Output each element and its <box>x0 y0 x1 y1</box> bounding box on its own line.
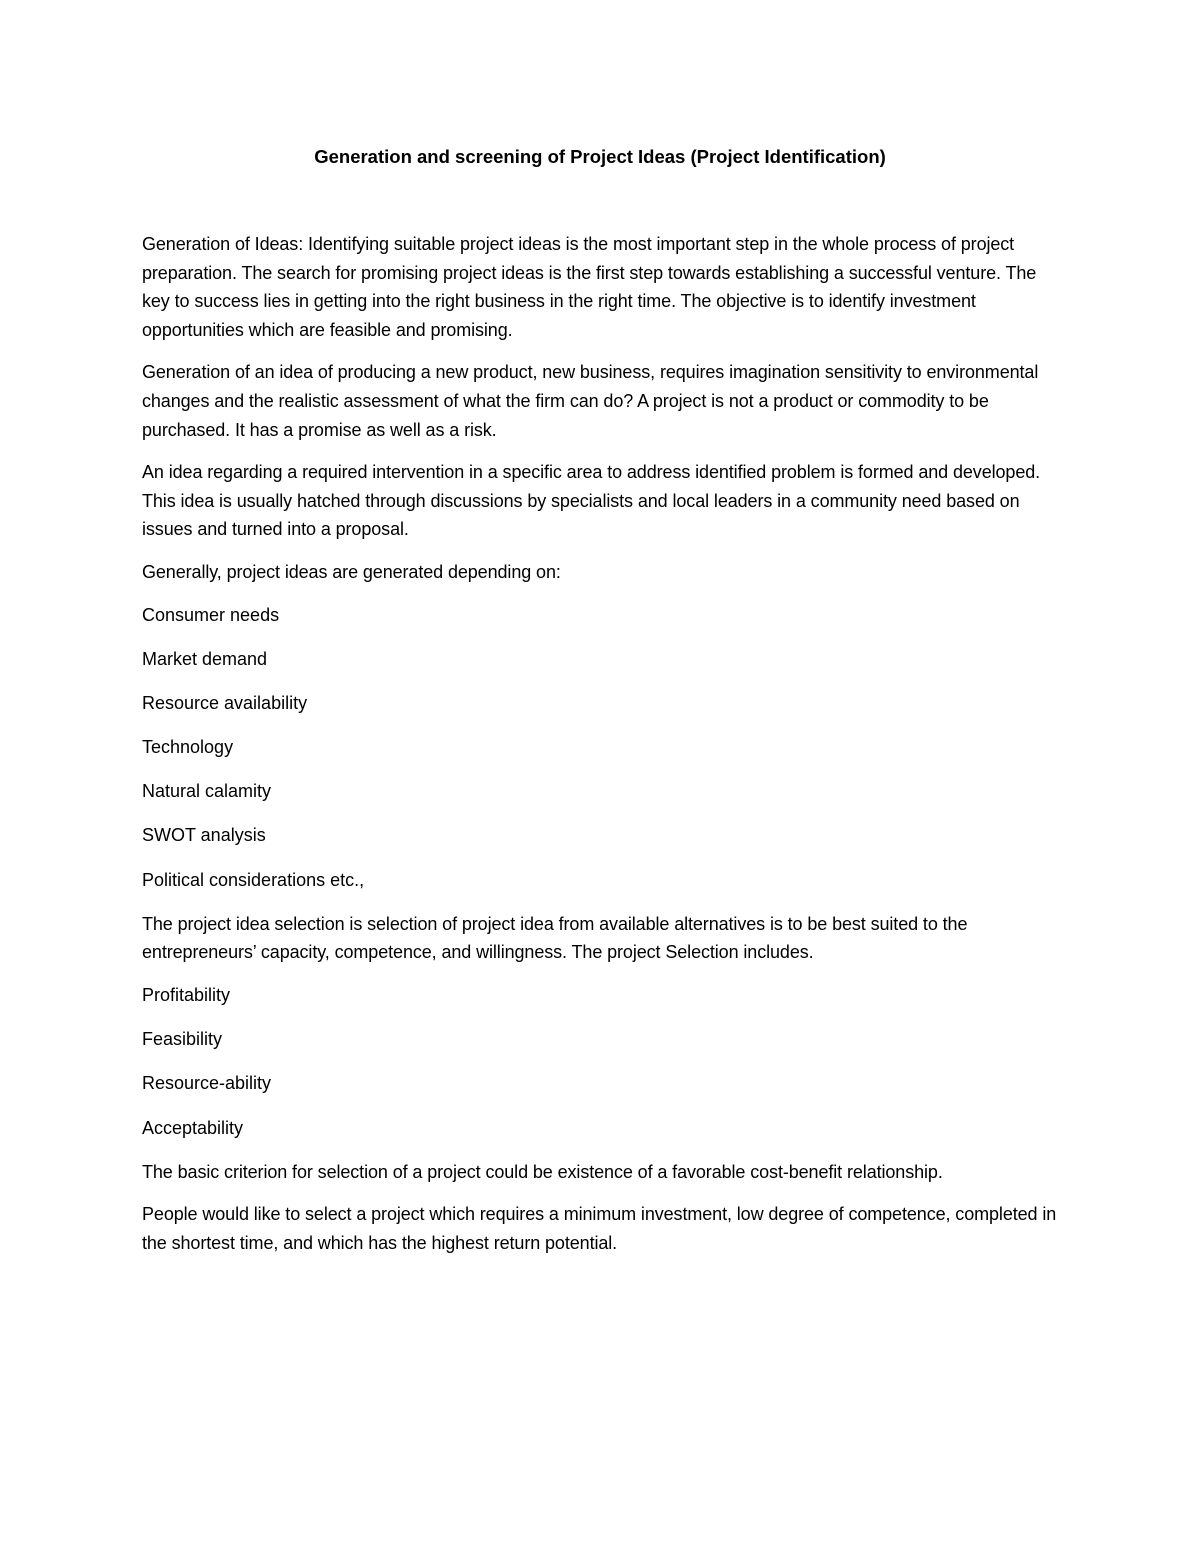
list-item: Feasibility <box>142 1029 223 1050</box>
selection-criteria-list <box>142 981 1067 1142</box>
document-title: Generation and screening of Project Ideas (Project Identification) <box>314 146 886 167</box>
paragraph-intervention: An idea regarding a required intervention in a specific area to address identified problem is formed and developed. This idea is usually hatched through discussions by specialists and local leaders in a community need based on issues and turned into a proposal. <box>142 462 1041 540</box>
paragraph-basic-criterion: The basic criterion for selection of a project could be existence of a favorable cost-benefit relationship. <box>142 1161 943 1182</box>
paragraph-idea-producing: Generation of an idea of producing a new product, new business, requires imagination sensitivity to environmental changes and the realistic assessment of what the firm can do? A project is not a product or commodity to be purchased. It has a promise as well as a risk. <box>142 362 1039 440</box>
paragraph-generally: Generally, project ideas are generated depending on: <box>142 561 561 582</box>
list-item: Profitability <box>142 985 231 1006</box>
list-item: Acceptability <box>142 1117 244 1138</box>
paragraph-people-would-like: People would like to select a project which requires a minimum investment, low degree of competence, completed in the shortest time, and which has the highest return potential. <box>142 1204 1057 1253</box>
list-item: Technology <box>142 737 234 758</box>
list-item: Market demand <box>142 648 268 669</box>
document-body <box>142 230 1067 1272</box>
list-item: Resource-ability <box>142 1073 272 1094</box>
list-item: SWOT analysis <box>142 825 266 846</box>
generation-factors-list <box>142 601 1067 895</box>
list-item: Natural calamity <box>142 781 272 802</box>
paragraph-selection: The project idea selection is selection of project idea from available alternatives is to be best suited to the entrepreneurs’ capacity, competence, and willingness. The project Selection includes. <box>142 913 968 963</box>
list-item: Political considerations etc., <box>142 869 365 890</box>
list-item: Consumer needs <box>142 604 280 625</box>
paragraph-generation-of-ideas: Generation of Ideas: Identifying suitable project ideas is the most important step in the whole process of project preparation. The search for promising project ideas is the first step towards establishing a successful venture. The key to success lies in getting into the right business in the right time. The objective is to identify investment opportunities which are feasible and promising. <box>142 234 1037 340</box>
list-item: Resource availability <box>142 692 308 713</box>
